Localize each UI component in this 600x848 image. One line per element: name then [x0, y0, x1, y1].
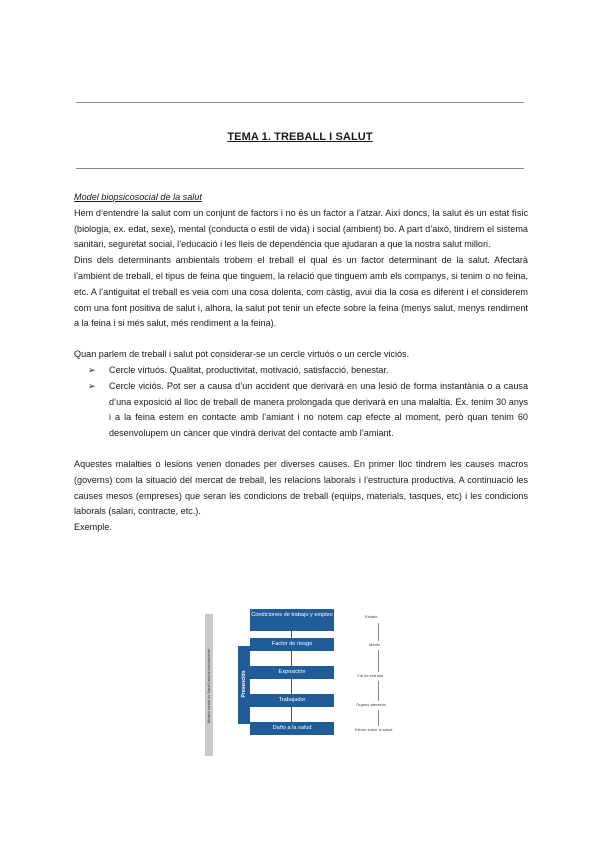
figure-side-arrow — [378, 710, 379, 726]
body-text — [74, 190, 528, 536]
paragraph-1: Hem d’entendre la salut com un conjunt de factors i no és un factor a l’atzar. Així doncs, la salut és un estat físic (biologia, ex. edat, sexe), mental (conducta o estil de vida) i social (ambient) bo. A part d’això, tindrem el sistema sanitari, seguretat social, l’educació i les lleis de dependència que ajudaran a que la nostra salut millori. — [74, 207, 528, 250]
figure-connector — [291, 651, 292, 666]
list-item — [74, 379, 528, 442]
prevention-label: Prevención — [241, 670, 247, 698]
prevention-bar — [238, 646, 250, 724]
page-title: TEMA 1. TREBALL I SALUT — [227, 131, 373, 143]
bullet-text: Cercle viciós. Pot ser a causa d’un accident que derivarà en una lesió de forma instantània o a causa d’una exposició al lloc de treball de manera prolongada que derivarà en una malaltia. Ex. tenim 30 anys i a la feina estem en contacte amb l’amiant i no notem cap efecte al moment, però quan tenim 60 desenvolupem un càncer que vindrà derivat del contacte amb l’amiant. — [109, 380, 528, 439]
figure-box: Condiciones de trabajo y empleo — [250, 609, 334, 631]
top-rule — [76, 102, 524, 103]
closing-paragraph: Aquestes malalties o lesions venen donades per diverses causes. En primer lloc tindrem les causes macros (governs) com la situació del mercat de treball, les relacions laborals i l’estructura productiva. A continuació les causes mesos (empreses) que seran les condicions de treball (equips, materials, tasques, etc) i les condicions laborals (salari, contracte, etc.). — [74, 458, 528, 517]
figure-connector — [291, 707, 292, 722]
figure-side-arrow — [378, 623, 379, 641]
example-label: Exemple. — [74, 522, 112, 533]
paragraph-2: Dins dels determinants ambientals trobem el treball el qual és un factor determinant de la salut. Afectarà l’ambient de treball, el tipus de feina que tinguem, la relació que tinguem amb els companys, si tenim o no feina, etc. A l’antiguitat el treball es veia com una cosa dolenta, com càstig, avui dia la cosa es diferent i el considerem com una font positiva de salut i, alhora, la salut pot tenir un efecte sobre la feina (menys salut, menys rendiment a la feina i si més salut, més rendiment a la feina). — [74, 255, 528, 329]
figure-sidebar — [205, 614, 213, 756]
figure-side-arrow — [378, 681, 379, 701]
figure-side-note: Vía de entrada — [357, 673, 384, 678]
title-rule — [76, 168, 524, 169]
figure-side-note: Estado — [365, 614, 378, 619]
causal-model-figure — [205, 610, 401, 758]
figure-box: Trabajador — [250, 694, 334, 707]
list-item — [74, 363, 528, 379]
figure-side-note: Medio — [369, 642, 380, 647]
figure-sidebar-label: Modelo causal en Salud Laboral estrictamente — [207, 649, 211, 723]
figure-box: Exposición — [250, 666, 334, 679]
figure-side-arrow — [378, 650, 379, 672]
arrow-bullet-icon: ➢ — [88, 364, 96, 375]
figure-connector — [291, 679, 292, 694]
section-subheading: Model biopsicosocial de la salut — [74, 192, 202, 202]
figure-connector — [291, 631, 292, 638]
figure-box: Factor de riesgo — [250, 638, 334, 651]
figure-box: Daño a la salud — [250, 722, 334, 735]
figure-side-note: Efecto sobre la salud — [355, 727, 393, 732]
figure-side-note: Órgano afectado — [356, 702, 386, 707]
bullet-list — [74, 363, 528, 442]
bullet-text: Cercle virtuós. Qualitat, productivitat, motivació, satisfacció, benestar. — [109, 364, 389, 375]
paragraph-3: Quan parlem de treball i salut pot considerar-se un cercle virtuós o un cercle viciós. — [74, 349, 410, 360]
arrow-bullet-icon: ➢ — [88, 380, 96, 391]
